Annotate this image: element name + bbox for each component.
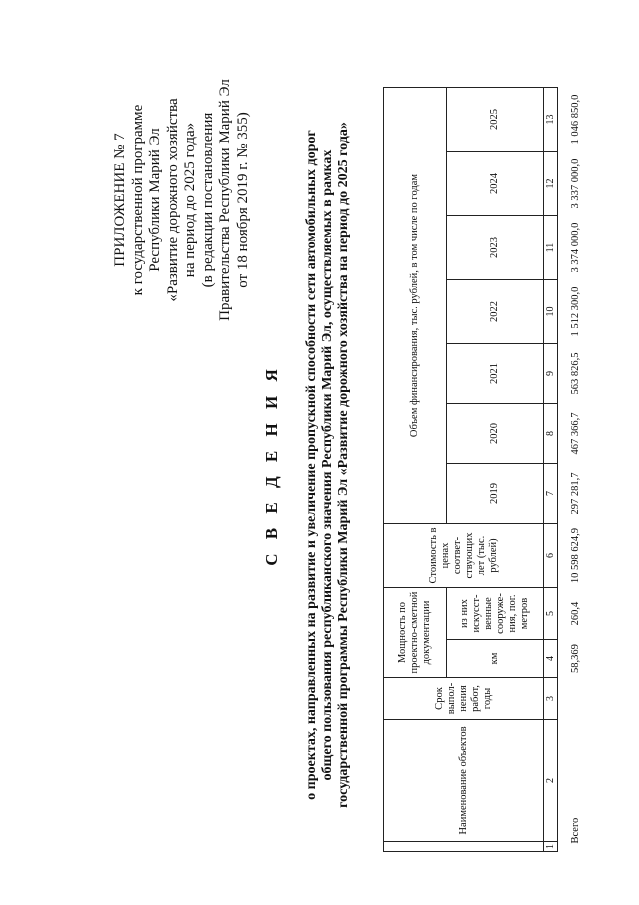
appendix-line: Республики Марий Эл [147, 128, 163, 272]
column-number: 6 [544, 524, 558, 588]
header-year: 2019 [447, 464, 544, 524]
header-km: км [447, 640, 544, 678]
header-year: 2023 [447, 216, 544, 280]
column-number: 2 [544, 720, 558, 842]
header-name: Наименование объектов [384, 720, 544, 842]
projects-table-wrap [383, 87, 594, 852]
total-year-value: 1 512 300,0 [570, 286, 581, 337]
column-number: 12 [544, 152, 558, 216]
total-year-value: 297 281,7 [570, 472, 581, 515]
total-km: 58,369 [570, 644, 581, 673]
header-year: 2021 [447, 344, 544, 404]
document-title: С В Е Д Е Н И Я [262, 364, 281, 566]
column-number: 10 [544, 280, 558, 344]
column-number: 8 [544, 404, 558, 464]
document-heading [262, 85, 352, 845]
appendix-line: «Развитие дорожного хозяйства [164, 98, 181, 302]
header-row [384, 88, 447, 852]
appendix-line: ПРИЛОЖЕНИЕ № 7 [112, 133, 128, 267]
appendix-line: от 18 ноября 2019 г. № 355) [234, 112, 251, 288]
total-year-value: 563 826,5 [570, 352, 581, 395]
column-number-row [544, 88, 558, 852]
column-number: 1 [544, 842, 558, 852]
column-number: 7 [544, 464, 558, 524]
column-number: 11 [544, 216, 558, 280]
header-year: 2025 [447, 88, 544, 152]
appendix-line: к государственной программе [129, 104, 146, 296]
header-term: Срок выпол-нения работ, годы [384, 678, 544, 720]
header-structures: из них искусст-венные сооруже-ния, пог. метров [447, 588, 544, 640]
total-cost: 10 598 624,9 [570, 527, 581, 584]
header-cell-index [384, 842, 544, 852]
appendix-line: на период до 2025 года» [182, 122, 198, 278]
total-row [558, 88, 595, 852]
column-number: 3 [544, 678, 558, 720]
header-funding: Объем финансирования, тыс. рублей, в том числе по годам [384, 88, 447, 524]
appendix-block [112, 55, 252, 345]
column-number: 9 [544, 344, 558, 404]
document-subtitle [304, 85, 352, 845]
column-number: 5 [544, 588, 558, 640]
total-year-value: 1 046 850,0 [570, 94, 581, 145]
appendix-line: (в редакции постановления [199, 112, 216, 288]
total-structures: 260,4 [570, 601, 581, 626]
column-number: 13 [544, 88, 558, 152]
appendix-line: Правительства Республики Марий Эл [217, 79, 233, 321]
subtitle-line: общего пользования республиканского значения Республики Марий Эл, осуществляемых в рамках [320, 149, 335, 781]
subtitle-line: о проектах, направленных на развитие и увеличение пропускной способности сети автомобильных дорог [304, 130, 319, 800]
header-year: 2022 [447, 280, 544, 344]
header-year: 2024 [447, 152, 544, 216]
header-capacity: Мощность по проектно-сметной документации [384, 588, 447, 678]
header-year: 2020 [447, 404, 544, 464]
total-year-value: 467 366,7 [570, 412, 581, 455]
total-label: Всего [570, 817, 581, 844]
total-term [558, 678, 595, 720]
projects-table [383, 87, 594, 852]
column-number: 4 [544, 640, 558, 678]
subtitle-line: государственной программы Республики Марий Эл «Развитие дорожного хозяйства на период до 2025 года» [336, 122, 351, 808]
header-cost: Стоимость в ценах соответ-ствующих лет (тыс. рублей) [384, 524, 544, 588]
total-year-value: 3 374 000,0 [570, 222, 581, 273]
total-year-value: 3 337 000,0 [570, 158, 581, 209]
